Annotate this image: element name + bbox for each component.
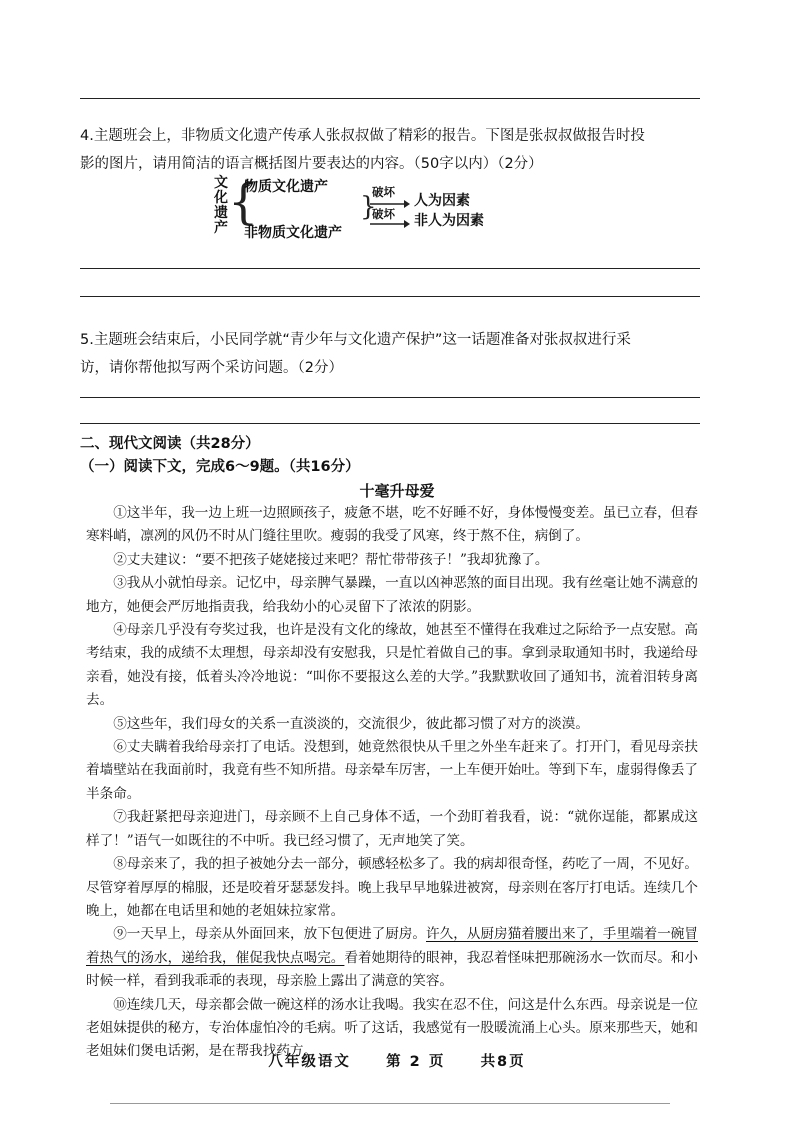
footer-grade-subject: 八年级语文 bbox=[268, 1054, 351, 1070]
question-4 bbox=[80, 122, 700, 178]
paragraph-10: ⑩连续几天，母亲都会做一碗这样的汤水让我喝。我实在忍不住，问这是什么东西。母亲说是一位老姐妹提供的秘方，专治体虚怕冷的毛病。听了这话，我感觉有一股暖流涌上心头。原来那些天，她和老姐妹们煲电话粥，是在帮我找药方。 bbox=[86, 996, 698, 1060]
section-sub-heading: （一）阅读下文，完成6～9题。（共16分） bbox=[80, 459, 360, 475]
footer-page-label: 第 bbox=[386, 1054, 403, 1070]
diagram-branch-top: 物质文化遗产 bbox=[244, 179, 328, 195]
paragraph-9 bbox=[86, 923, 698, 993]
footer-page-unit: 页 bbox=[428, 1054, 446, 1070]
answer-line bbox=[80, 268, 700, 269]
heritage-diagram bbox=[210, 172, 510, 244]
paragraph-9-end: 看着她期待的眼神，我忍着怪味把那碗汤水一饮而尽。和小时候一样，看到我乖乖的表现，母亲脸上露出了满意的笑容。 bbox=[86, 949, 699, 990]
answer-line bbox=[80, 296, 700, 297]
footer-page-number: 2 bbox=[409, 1054, 422, 1070]
article-title: 十毫升母爱 bbox=[359, 482, 435, 500]
paragraph-1: ①这半年，我一边上班一边照顾孩子，疲惫不堪，吃不好睡不好，身体慢慢变差。虽已立春，但春寒料峭，凛冽的风仍不时从门缝往里吹。瘦弱的我受了风寒，终于熬不住，病倒了。 bbox=[86, 505, 698, 545]
diagram-right-brace: } bbox=[360, 192, 377, 222]
diagram-root-label: 文化遗产 bbox=[214, 175, 228, 236]
page-footer bbox=[0, 1050, 794, 1071]
diagram-branch-bottom: 非物质文化遗产 bbox=[244, 225, 342, 241]
answer-line bbox=[80, 423, 700, 424]
diagram-verb-2: 破坏 bbox=[372, 207, 395, 221]
diagram-cause-1: 人为因素 bbox=[414, 193, 470, 209]
answer-line bbox=[80, 98, 700, 99]
paragraph-5: ⑤这些年，我们母女的关系一直淡淡的，交流很少，彼此都习惯了对方的淡漠。 bbox=[113, 715, 589, 732]
section-heading: 二、现代文阅读（共28分） bbox=[80, 436, 260, 452]
question-5-line1: 5.主题班会结束后，小民同学就“青少年与文化遗产保护”这一话题准备对张叔叔进行采 bbox=[80, 332, 631, 348]
paragraph-3: ③我从小就怕母亲。记忆中，母亲脾气暴躁，一直以凶神恶煞的面目出现。我有丝毫让她不满意的地方，她便会严厉地指责我，给我幼小的心灵留下了浓浓的阴影。 bbox=[86, 575, 698, 615]
diagram-arrow-2 bbox=[370, 220, 410, 228]
answer-line bbox=[80, 397, 700, 398]
footer-total-pages: 共8页 bbox=[480, 1054, 526, 1070]
paragraph-8: ⑧母亲来了，我的担子被她分去一部分，顿感轻松多了。我的病却很奇怪，药吃了一周，不见好。尽管穿着厚厚的棉服，还是咬着牙瑟瑟发抖。晚上我早早地躲进被窝，母亲则在客厅打电话。连续几个晚上，她都在电话里和她的老姐妹拉家常。 bbox=[86, 856, 698, 919]
question-5-line2: 访，请你帮他拟写两个采访问题。（2分） bbox=[80, 360, 343, 376]
paragraph-2: ②丈夫建议：“要不把孩子姥姥接过来吧？帮忙带带孩子！”我却犹豫了。 bbox=[113, 551, 549, 568]
scan-edge-line bbox=[110, 1103, 670, 1104]
paragraph-9-start: ⑨一天早上，母亲从外面回来，放下包便进了厨房。 bbox=[113, 926, 426, 943]
diagram-cause-2: 非人为因素 bbox=[414, 213, 484, 229]
paragraph-4: ④母亲几乎没有夸奖过我，也许是没有文化的缘故，她甚至不懂得在我难过之际给予一点安慰。高考结束，我的成绩不太理想，母亲却没有安慰我，只是忙着做自己的事。拿到录取通知书时，我递给母亲看，她没有接，低着头冷冷地说：“叫你不要报这么差的大学。”我默默收回了通知书，流着泪转身离去。 bbox=[86, 622, 698, 709]
paragraph-6: ⑥丈夫瞒着我给母亲打了电话。没想到，她竟然很快从千里之外坐车赶来了。打开门，看见母亲扶着墙壁站在我面前时，我竟有些不知所措。母亲晕车厉害，一上车便开始吐。等到下车，虚弱得像丢了半条命。 bbox=[86, 739, 698, 802]
article-body bbox=[86, 502, 698, 1064]
paragraph-7: ⑦我赶紧把母亲迎进门，母亲顾不上自己身体不适，一个劲盯着我看，说：“就你逞能，都累成这样了！”语气一如既往的不中听。我已经习惯了，无声地笑了笑。 bbox=[86, 809, 698, 849]
diagram-verb-1: 破坏 bbox=[372, 185, 395, 199]
diagram-left-brace: { bbox=[228, 174, 259, 230]
question-4-line1: 4.主题班会上，非物质文化遗产传承人张叔叔做了精彩的报告。下图是张叔叔做报告时投 bbox=[80, 128, 645, 144]
question-4-line2: 影的图片，请用简洁的语言概括图片要表达的内容。（50字以内）（2分） bbox=[80, 156, 543, 172]
paragraph-9-underlined: 许久，从厨房猫着腰出来了，手里端着一碗冒着热气的汤水，递给我，催促我快点喝完。 bbox=[86, 926, 699, 966]
question-5 bbox=[80, 326, 700, 382]
